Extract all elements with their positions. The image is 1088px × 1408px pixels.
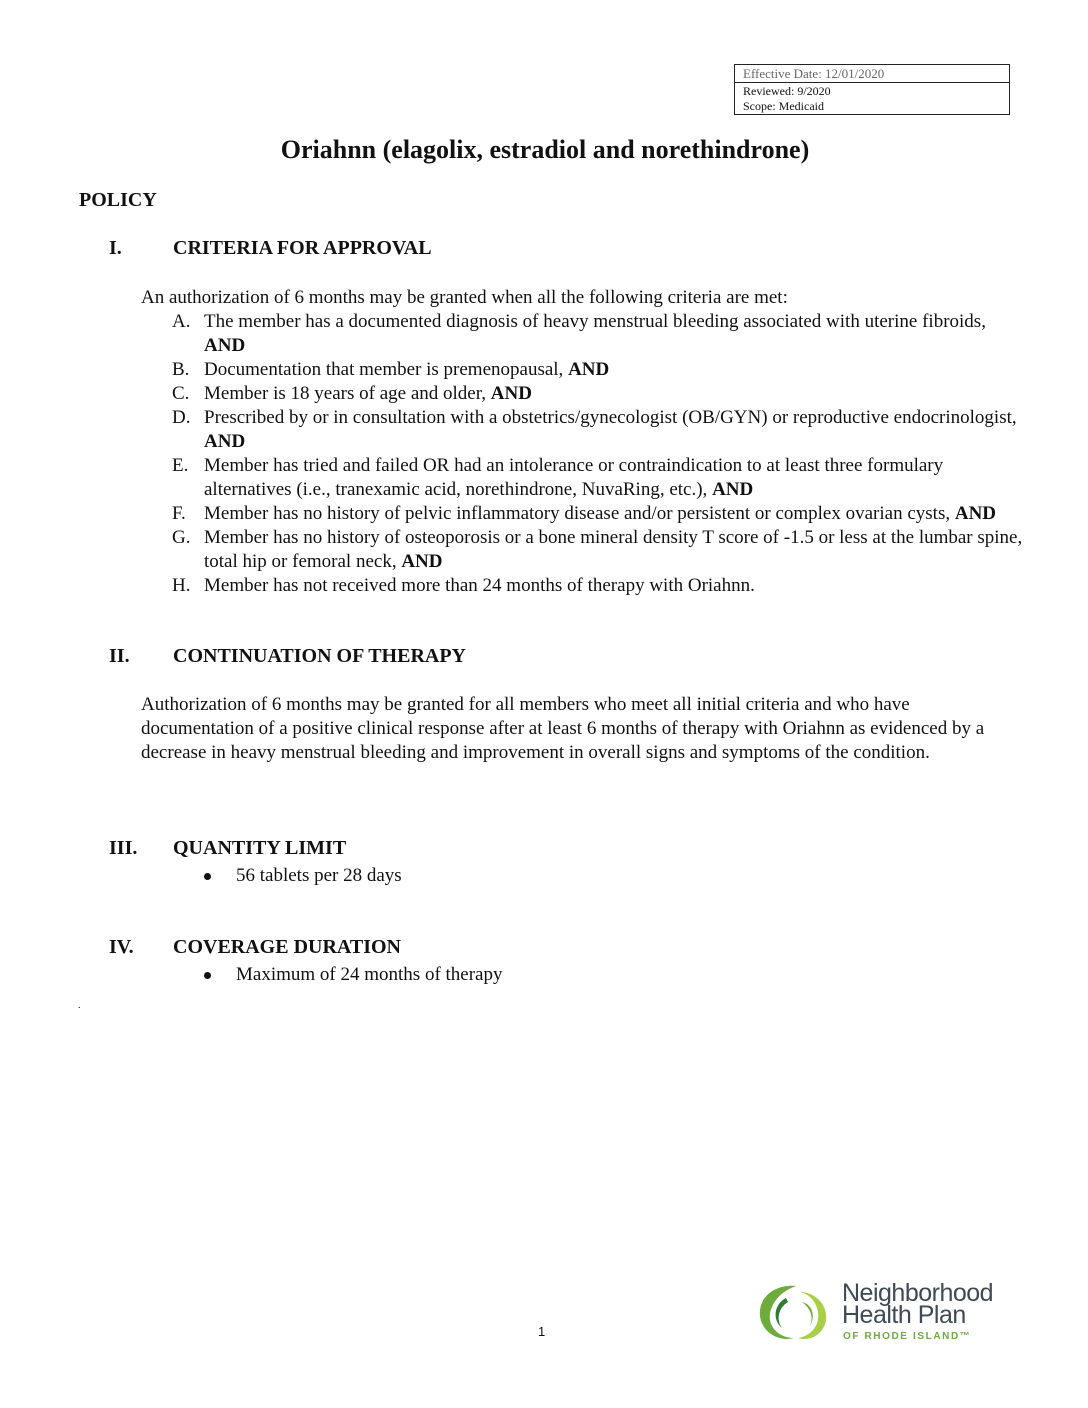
stray-dot: . [78,1000,81,1011]
criteria-list [0,310,1088,598]
criteria-text [204,574,1024,598]
continuation-paragraph: Authorization of 6 months may be granted for all members who meet all initial criteria and who have documentation of a positive clinical response after at least 6 months of therapy with Oriahnn as evidenced by a decrease in heavy menstrual bleeding and improvement in overall signs and symptoms of the condition. [141,694,985,763]
criteria-and: AND [954,503,997,524]
criteria-item [0,358,1088,382]
section-number: II. [109,645,130,667]
criteria-item [0,502,1088,526]
header-info-box [734,64,1010,115]
criteria-and: AND [204,335,246,356]
neighborhood-health-plan-logo [756,1280,1016,1344]
criteria-text [204,502,1024,526]
logo-line-3: OF RHODE ISLAND™ [843,1331,972,1342]
document-title [0,133,1088,167]
criteria-body: Member is 18 years of age and older, [204,383,491,404]
criteria-item [0,526,1088,574]
criteria-item [0,574,1088,598]
criteria-text [204,406,1024,454]
section-number: III. [109,837,138,859]
criteria-and: AND [204,431,246,452]
scope: Scope: Medicaid [743,99,824,113]
criteria-body: Member has tried and failed OR had an intolerance or contraindication to at least three formulary alternatives (i.e., tranexamic acid, norethindrone, NuvaRing, etc.), [204,455,944,500]
criteria-letter: F. [172,503,186,524]
bullet-icon [204,972,211,979]
criteria-body: Member has not received more than 24 months of therapy with Oriahnn. [204,575,755,596]
criteria-letter: C. [172,383,190,404]
effective-date: Effective Date: 12/01/2020 [735,65,1009,83]
bullet-text: Maximum of 24 months of therapy [236,964,503,985]
section-title: CONTINUATION OF THERAPY [173,645,466,667]
criteria-letter: G. [172,527,191,548]
policy-heading: POLICY [79,189,157,211]
page-number: 1 [538,1324,546,1339]
criteria-letter: B. [172,359,190,380]
criteria-letter: H. [172,575,191,596]
criteria-text [204,310,1024,358]
criteria-and: AND [401,551,443,572]
criteria-item [0,310,1088,358]
criteria-and: AND [490,383,532,404]
criteria-text [204,358,1024,382]
document-title-text: Oriahnn (elagolix, estradiol and norethindrone) [280,135,810,164]
criteria-body: Member has no history of pelvic inflammatory disease and/or persistent or complex ovarian cysts, [204,503,955,524]
criteria-body: Prescribed by or in consultation with a obstetrics/gynecologist (OB/GYN) or reproductive endocrinologist, [204,407,1017,428]
bullet-icon [204,873,211,880]
criteria-body: The member has a documented diagnosis of heavy menstrual bleeding associated with uterine fibroids, [204,311,986,332]
logo-swirl-icon [756,1280,834,1344]
criteria-text [204,526,1024,574]
criteria-and: AND [568,359,610,380]
criteria-letter: E. [172,455,189,476]
criteria-intro: An authorization of 6 months may be granted when all the following criteria are met: [141,287,788,308]
criteria-item [0,406,1088,454]
duration-bullet [204,963,503,987]
bullet-text: 56 tablets per 28 days [236,865,402,886]
logo-line-2: Health Plan [842,1301,966,1329]
quantity-bullet [204,864,402,888]
criteria-and: AND [712,479,754,500]
reviewed-date: Reviewed: 9/2020 [743,84,831,98]
criteria-item [0,454,1088,502]
criteria-text [204,454,1024,502]
logo-line-1: Neighborhood [842,1279,994,1307]
section-title: COVERAGE DURATION [173,936,401,958]
criteria-letter: A. [172,311,191,332]
criteria-body: Documentation that member is premenopausal, [204,359,569,380]
criteria-body: Member has no history of osteoporosis or a bone mineral density T score of -1.5 or less at the lumbar spine, total hip or femoral neck, [204,527,1023,572]
criteria-text [204,382,1024,406]
section-number: I. [109,237,122,259]
section-number: IV. [109,936,134,958]
section-title: CRITERIA FOR APPROVAL [173,237,432,259]
section-title: QUANTITY LIMIT [173,837,347,859]
criteria-letter: D. [172,407,191,428]
criteria-item [0,382,1088,406]
